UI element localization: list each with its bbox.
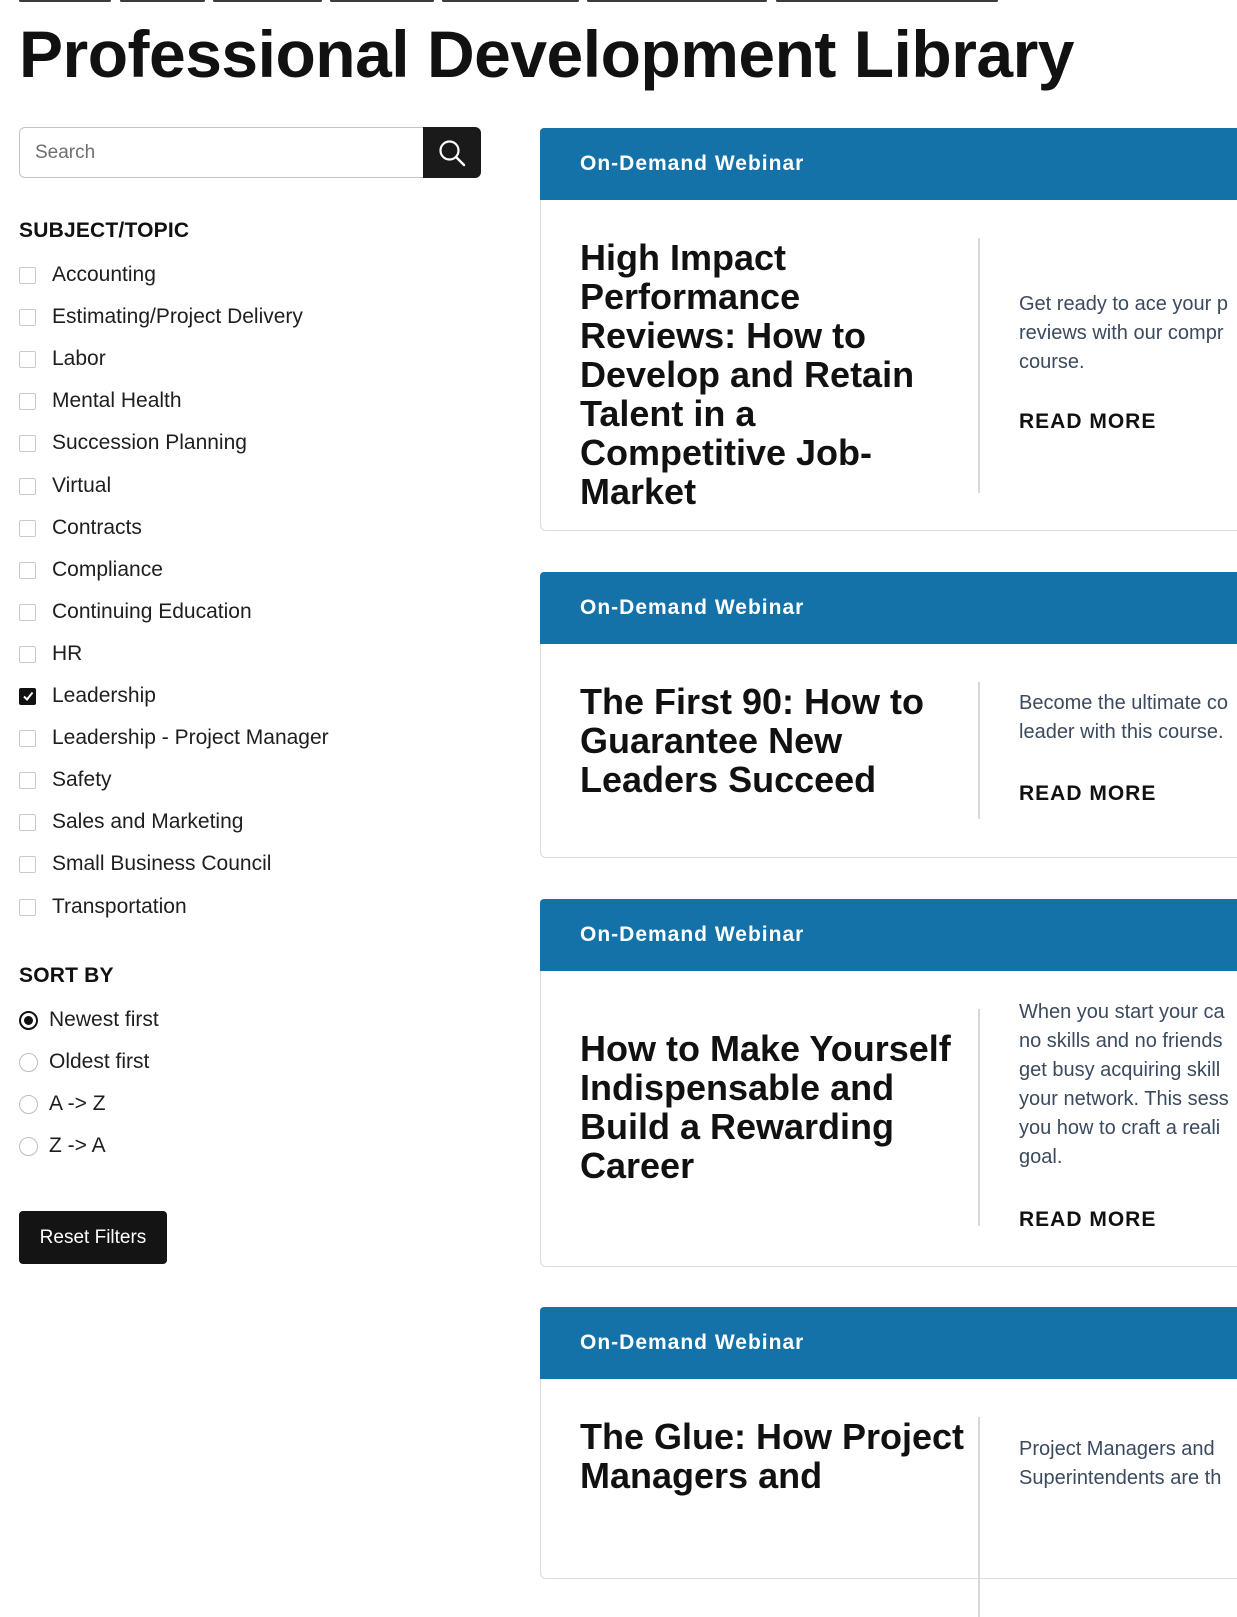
card-description-line: Project Managers and [1019,1438,1215,1460]
checkbox[interactable] [19,562,36,579]
card-description-line: Get ready to ace your p [1019,293,1229,315]
radio[interactable] [19,1095,38,1114]
subject-filter-option[interactable] [19,892,187,922]
subject-filter-label: Accounting [52,263,156,286]
card-description-line: leader with this course. [1019,721,1224,743]
subject-filter-option[interactable] [19,765,112,795]
checkbox[interactable] [19,730,36,747]
read-more-link[interactable]: READ MORE [1019,410,1157,433]
card-category-header: On-Demand Webinar [540,1307,1237,1379]
top-nav-strip [0,0,1237,3]
card-title-link[interactable]: How to Make Yourself Indispensable and Build a Rewarding Career [580,1028,951,1186]
checkbox[interactable] [19,478,36,495]
card-description [1019,689,1237,747]
subject-filter-label: HR [52,642,83,665]
result-card [540,1307,1237,1579]
card-description-line: Become the ultimate co [1019,692,1228,714]
card-title-link[interactable]: High Impact Performance Reviews: How to Develop and Retain Talent in a Competitive Job-Market [580,237,915,512]
search-button[interactable] [423,127,481,178]
subject-filter-label: Compliance [52,558,163,581]
card-description-line: course. [1019,351,1085,373]
card-category-header: On-Demand Webinar [540,128,1237,200]
search-icon [437,138,467,168]
radio-selected[interactable] [19,1011,38,1030]
card-title-link[interactable]: The First 90: How to Guarantee New Leaders Succeed [580,681,925,800]
checkbox[interactable] [19,267,36,284]
subject-filter-option[interactable] [19,849,271,879]
checkbox[interactable] [19,604,36,621]
card-description-line: no skills and no friends [1019,1030,1223,1052]
card-description-line: get busy acquiring skill [1019,1059,1221,1081]
subject-filter-option[interactable] [19,344,106,374]
result-card [540,572,1237,858]
checkbox[interactable] [19,856,36,873]
subject-filter-option[interactable] [19,807,243,837]
card-divider [978,682,980,819]
sort-option[interactable] [19,1131,106,1161]
card-divider [978,238,980,493]
subject-filter-option[interactable] [19,723,329,753]
sort-option[interactable] [19,1089,106,1119]
search-bar [19,127,481,178]
sort-option[interactable] [19,1047,149,1077]
subject-filter-label: Transportation [52,895,187,918]
subject-filter-label: Succession Planning [52,431,247,454]
sort-option-label: Z -> A [49,1134,106,1157]
checkbox[interactable] [19,772,36,789]
subject-filter-label: Mental Health [52,389,182,412]
subject-filter-option[interactable] [19,639,82,669]
result-card [540,128,1237,531]
subject-filter-option[interactable] [19,471,111,501]
result-card [540,899,1237,1267]
subject-filter-label: Leadership [52,684,156,707]
checkbox[interactable] [19,393,36,410]
checkbox-checked[interactable] [19,688,36,705]
subject-filter-option[interactable] [19,302,303,332]
checkbox[interactable] [19,520,36,537]
checkbox[interactable] [19,646,36,663]
card-divider [978,1009,980,1226]
read-more-link[interactable]: READ MORE [1019,1208,1157,1231]
checkbox[interactable] [19,435,36,452]
sort-option[interactable] [19,1005,159,1035]
checkbox[interactable] [19,351,36,368]
card-description-line: your network. This sess [1019,1088,1229,1110]
checkbox[interactable] [19,899,36,916]
sort-option-label: A -> Z [49,1092,106,1115]
card-title-link[interactable]: The Glue: How Project Managers and [580,1416,965,1496]
subject-filter-label: Sales and Marketing [52,810,244,833]
card-body [540,971,1237,1267]
card-description-line: When you start your ca [1019,1001,1225,1023]
checkmark-icon [22,690,34,702]
sort-by-title: SORT BY [19,964,114,987]
card-category-header: On-Demand Webinar [540,899,1237,971]
read-more-link[interactable]: READ MORE [1019,782,1157,805]
subject-filter-label: Continuing Education [52,600,252,623]
subject-filter-label: Labor [52,347,106,370]
card-body [540,644,1237,858]
card-description [1019,290,1237,377]
card-divider [978,1417,980,1617]
subject-filter-label: Small Business Council [52,852,272,875]
search-input[interactable] [19,127,424,178]
reset-filters-button[interactable]: Reset Filters [19,1211,167,1264]
subject-filter-option[interactable] [19,428,247,458]
checkbox[interactable] [19,814,36,831]
card-category-header: On-Demand Webinar [540,572,1237,644]
subject-filter-label: Virtual [52,474,112,497]
sort-option-label: Oldest first [49,1050,150,1073]
subject-filter-option[interactable] [19,260,156,290]
subject-filter-option[interactable] [19,555,163,585]
subject-filter-label: Safety [52,768,112,791]
card-body [540,1379,1237,1579]
checkbox[interactable] [19,309,36,326]
card-description-line: goal. [1019,1146,1063,1168]
subject-filter-label: Leadership - Project Manager [52,726,329,749]
sort-option-label: Newest first [49,1008,159,1031]
subject-filter-option[interactable] [19,513,142,543]
card-description-line: you how to craft a reali [1019,1117,1221,1139]
card-description-line: reviews with our compr [1019,322,1224,344]
subject-filter-option[interactable] [19,386,182,416]
subject-filter-option[interactable] [19,681,156,711]
subject-filter-label: Contracts [52,516,142,539]
radio[interactable] [19,1053,38,1072]
card-body [540,200,1237,531]
subject-filter-title: SUBJECT/TOPIC [19,219,190,242]
card-description [1019,1435,1237,1493]
card-description [1019,998,1237,1172]
page-title: Professional Development Library [19,17,1074,91]
subject-filter-label: Estimating/Project Delivery [52,305,303,328]
card-description-line: Superintendents are th [1019,1467,1222,1489]
radio[interactable] [19,1137,38,1156]
subject-filter-option[interactable] [19,597,252,627]
